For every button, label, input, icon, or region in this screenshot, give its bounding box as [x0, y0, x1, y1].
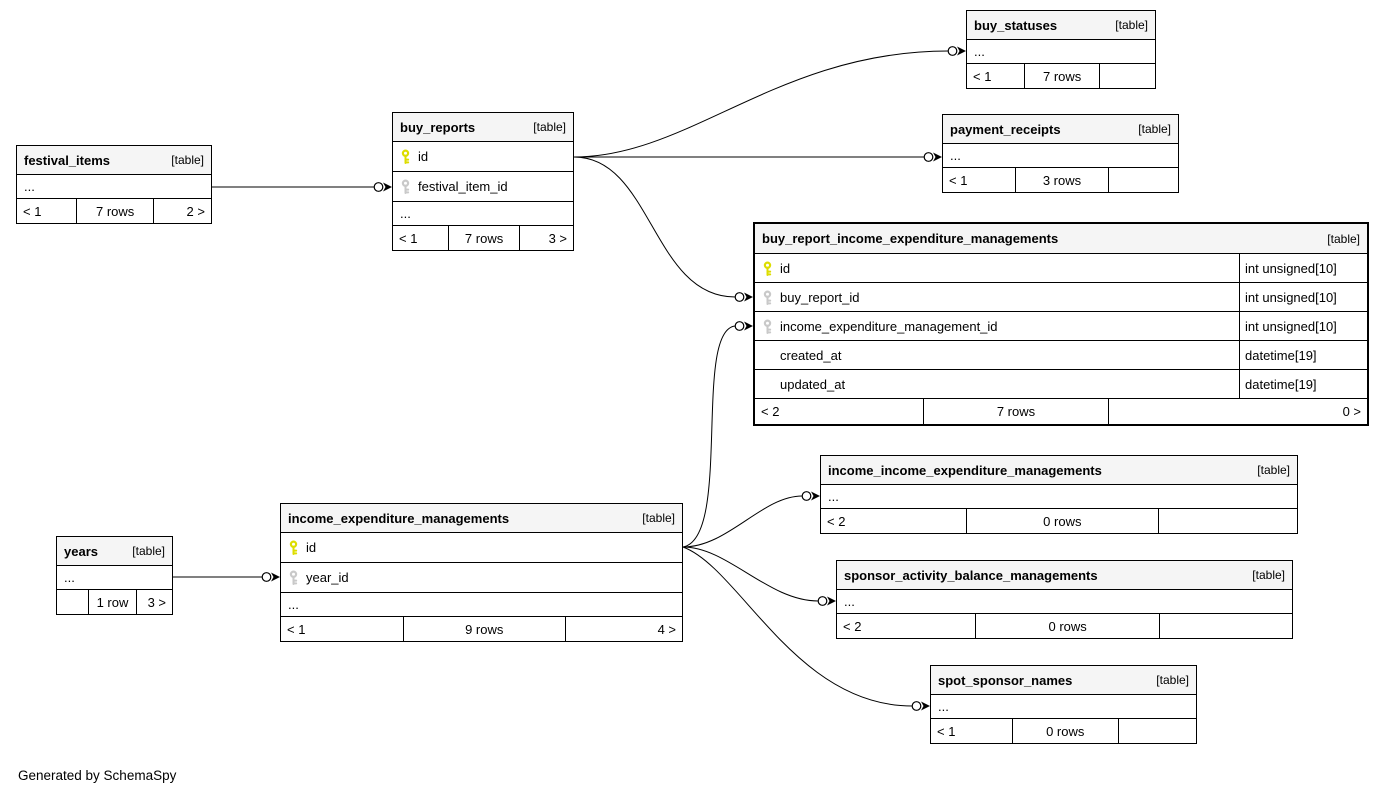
hidden-columns-row — [821, 485, 1297, 509]
table-name: payment_receipts — [950, 121, 1061, 137]
table-stats — [393, 226, 573, 250]
column-name: updated_at — [780, 376, 846, 392]
table-name: income_expenditure_managements — [288, 510, 510, 526]
zero-or-one-circle-icon — [924, 153, 933, 162]
column-name: income_expenditure_management_id — [780, 318, 998, 334]
column-row-id — [755, 254, 1367, 283]
table-name: years — [64, 543, 98, 559]
hidden-columns-row — [837, 590, 1292, 614]
zero-or-one-circle-icon — [735, 293, 744, 302]
foreign-key-icon — [400, 179, 411, 194]
crowfoot-arrow-icon — [827, 597, 836, 606]
parents-count: < 1 — [937, 723, 956, 739]
column-name: created_at — [780, 347, 842, 363]
row-count: 0 rows — [975, 614, 1159, 638]
table-header[interactable] — [967, 11, 1155, 40]
hidden-columns-row — [931, 695, 1196, 719]
crowfoot-arrow-icon — [811, 492, 820, 501]
column-type: datetime[19] — [1239, 341, 1367, 369]
column-type: int unsigned[10] — [1239, 283, 1367, 311]
parents-count: < 1 — [949, 172, 968, 188]
hidden-columns-row — [393, 202, 573, 226]
foreign-key-icon — [288, 570, 299, 585]
parents-count: < 1 — [399, 230, 418, 246]
table-name: buy_report_income_expenditure_managements — [762, 231, 1059, 246]
crowfoot-arrow-icon — [383, 183, 392, 192]
children-count: 4 > — [565, 617, 683, 641]
hidden-columns-row — [967, 40, 1155, 64]
relationship-buy-reports-to-buy-report-income-expenditure-managements — [574, 157, 753, 302]
hidden-columns-row — [943, 144, 1178, 168]
zero-or-one-circle-icon — [262, 573, 271, 582]
table-node-sponsor-activity-balance-managements[interactable] — [836, 560, 1293, 639]
crowfoot-arrow-icon — [921, 702, 930, 711]
table-tag: [table] — [533, 120, 566, 134]
column-row-festival-item-id — [393, 172, 573, 202]
table-name: festival_items — [24, 152, 110, 168]
table-tag: [table] — [1138, 122, 1171, 136]
table-tag: [table] — [1156, 673, 1189, 687]
column-row-buy-report-id — [755, 283, 1367, 312]
crowfoot-arrow-icon — [957, 47, 966, 56]
table-header[interactable] — [393, 113, 573, 142]
table-header[interactable] — [943, 115, 1178, 144]
children-count: 3 > — [136, 590, 172, 614]
table-name: spot_sponsor_names — [938, 672, 1073, 688]
table-stats — [967, 64, 1155, 88]
zero-or-one-circle-icon — [374, 183, 383, 192]
table-node-income-expenditure-managements[interactable] — [280, 503, 683, 642]
table-header[interactable] — [821, 456, 1297, 485]
hidden-columns-ellipsis: ... — [400, 206, 411, 221]
foreign-key-icon — [762, 290, 773, 305]
table-tag: [table] — [132, 544, 165, 558]
table-stats — [931, 719, 1196, 743]
table-name: income_income_expenditure_managements — [828, 462, 1102, 478]
table-stats — [281, 617, 682, 641]
table-stats — [57, 590, 172, 614]
table-stats — [821, 509, 1297, 533]
table-header[interactable] — [57, 537, 172, 566]
column-type: datetime[19] — [1239, 370, 1367, 398]
primary-key-icon — [288, 540, 299, 555]
row-count: 1 row — [88, 590, 136, 614]
parents-count: < 2 — [827, 513, 846, 529]
table-node-spot-sponsor-names[interactable] — [930, 665, 1197, 744]
column-row-income-expenditure-management-id — [755, 312, 1367, 341]
row-count: 7 rows — [1024, 64, 1098, 88]
zero-or-one-circle-icon — [818, 597, 827, 606]
row-count: 0 rows — [1012, 719, 1118, 743]
foreign-key-icon — [762, 319, 773, 334]
table-node-buy-statuses[interactable] — [966, 10, 1156, 89]
row-count: 9 rows — [403, 617, 565, 641]
children-count — [1118, 719, 1196, 743]
table-name: sponsor_activity_balance_managements — [844, 567, 1098, 583]
children-count — [1108, 168, 1178, 192]
column-row-id — [281, 533, 682, 563]
row-count: 3 rows — [1015, 168, 1109, 192]
row-count: 7 rows — [76, 199, 153, 223]
children-count: 2 > — [153, 199, 211, 223]
children-count: 0 > — [1108, 399, 1367, 424]
table-header[interactable] — [17, 146, 211, 175]
zero-or-one-circle-icon — [802, 492, 811, 501]
row-count: 0 rows — [966, 509, 1158, 533]
hidden-columns-ellipsis: ... — [938, 699, 949, 714]
crowfoot-arrow-icon — [933, 153, 942, 162]
crowfoot-arrow-icon — [744, 322, 753, 331]
primary-key-icon — [400, 149, 411, 164]
table-stats — [755, 399, 1367, 424]
column-row-year-id — [281, 563, 682, 593]
table-tag: [table] — [1115, 18, 1148, 32]
parents-count: < 1 — [23, 203, 42, 219]
hidden-columns-ellipsis: ... — [974, 44, 985, 59]
hidden-columns-ellipsis: ... — [64, 570, 75, 585]
children-count — [1158, 509, 1297, 533]
table-header[interactable] — [281, 504, 682, 533]
parents-count: < 1 — [287, 621, 306, 637]
crowfoot-arrow-icon — [744, 293, 753, 302]
row-count: 7 rows — [448, 226, 519, 250]
table-name: buy_reports — [400, 119, 476, 135]
children-count: 3 > — [519, 226, 573, 250]
column-name: id — [306, 540, 317, 555]
column-name: buy_report_id — [780, 289, 860, 305]
parents-count: < 2 — [843, 618, 862, 634]
crowfoot-arrow-icon — [271, 573, 280, 582]
hidden-columns-ellipsis: ... — [950, 148, 961, 163]
zero-or-one-circle-icon — [948, 47, 957, 56]
table-header[interactable] — [837, 561, 1292, 590]
column-name: festival_item_id — [418, 179, 508, 194]
relationship-years-to-income-expenditure-managements — [173, 573, 280, 582]
hidden-columns-ellipsis: ... — [288, 597, 299, 612]
table-tag: [table] — [1252, 568, 1285, 582]
hidden-columns-row — [281, 593, 682, 617]
table-tag: [table] — [1327, 231, 1360, 246]
column-row-id — [393, 142, 573, 172]
parents-count: < 1 — [973, 68, 992, 84]
column-name: id — [418, 149, 429, 164]
table-stats — [17, 199, 211, 223]
zero-or-one-circle-icon — [912, 702, 921, 711]
column-row-created-at — [755, 341, 1367, 370]
table-header[interactable] — [755, 224, 1367, 254]
column-row-updated-at — [755, 370, 1367, 399]
relationship-festival-items-to-buy-reports — [212, 183, 392, 192]
table-tag: [table] — [642, 511, 675, 525]
table-tag: [table] — [1257, 463, 1290, 477]
column-type: int unsigned[10] — [1239, 254, 1367, 282]
parents-count — [57, 590, 88, 614]
column-name: id — [780, 260, 791, 276]
relationship-income-expenditure-managements-to-sponsor-activity-balance-managements — [683, 547, 836, 606]
hidden-columns-ellipsis: ... — [844, 594, 855, 609]
column-type: int unsigned[10] — [1239, 312, 1367, 340]
hidden-columns-row — [57, 566, 172, 590]
hidden-columns-ellipsis: ... — [24, 179, 35, 194]
zero-or-one-circle-icon — [735, 322, 744, 331]
table-stats — [943, 168, 1178, 192]
parents-count: < 2 — [761, 404, 780, 419]
table-header[interactable] — [931, 666, 1196, 695]
hidden-columns-row — [17, 175, 211, 199]
children-count — [1099, 64, 1155, 88]
hidden-columns-ellipsis: ... — [828, 489, 839, 504]
column-name: year_id — [306, 570, 349, 585]
table-node-years[interactable] — [56, 536, 173, 615]
row-count: 7 rows — [923, 399, 1108, 424]
relationship-buy-reports-to-buy-statuses — [574, 47, 966, 158]
primary-key-icon — [762, 261, 773, 276]
relationship-buy-reports-to-payment-receipts — [574, 153, 942, 162]
table-node-buy-report-income-expenditure-managements[interactable] — [753, 222, 1369, 426]
generated-by-note: Generated by SchemaSpy — [18, 768, 177, 783]
table-name: buy_statuses — [974, 17, 1058, 33]
children-count — [1159, 614, 1292, 638]
table-node-payment-receipts[interactable] — [942, 114, 1179, 193]
table-tag: [table] — [171, 153, 204, 167]
table-stats — [837, 614, 1292, 638]
table-node-income-income-expenditure-managements[interactable] — [820, 455, 1298, 534]
table-node-festival-items[interactable] — [16, 145, 212, 224]
relationship-income-expenditure-managements-to-buy-report-income-expenditure-managements — [683, 322, 753, 548]
table-node-buy-reports[interactable] — [392, 112, 574, 251]
